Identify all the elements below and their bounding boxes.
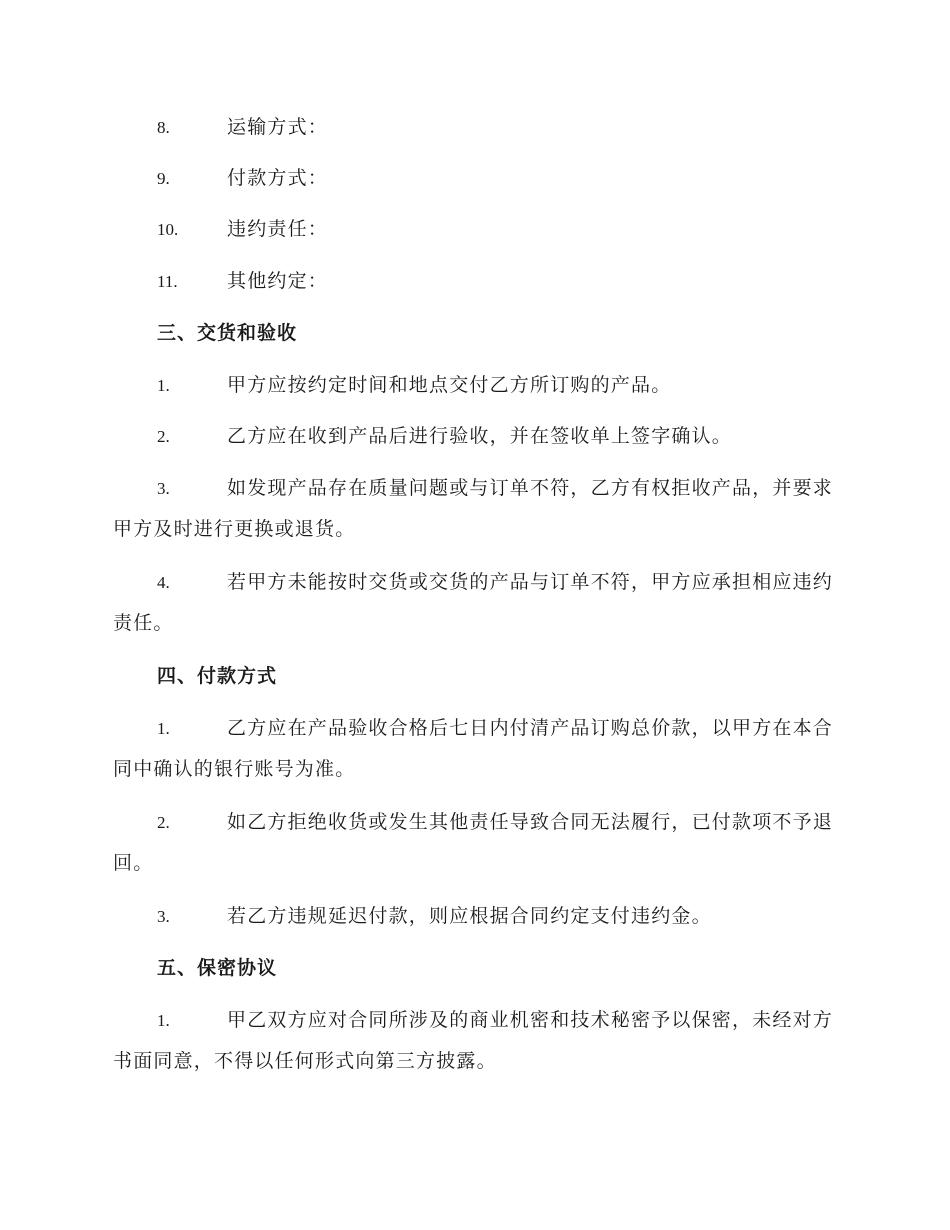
section-heading: 三、交货和验收 (157, 322, 298, 344)
list-item (113, 261, 833, 302)
section-heading: 五、保密协议 (157, 957, 278, 979)
list-item (113, 468, 833, 550)
item-number: 2. (157, 427, 170, 446)
item-number: 1. (157, 376, 170, 395)
item-text: 若乙方违规延迟付款，则应根据合同约定支付违约金。 (227, 905, 712, 927)
item-number: 11. (157, 272, 178, 291)
item-text: 运输方式： (227, 116, 329, 138)
item-number: 3. (157, 479, 170, 498)
item-text: 甲方应按约定时间和地点交付乙方所订购的产品。 (227, 374, 672, 396)
item-number: 10. (157, 220, 179, 239)
item-number: 2. (157, 813, 170, 832)
item-number: 4. (157, 573, 170, 592)
item-text: 乙方应在收到产品后进行验收，并在签收单上签字确认。 (227, 425, 733, 447)
list-item (113, 158, 833, 199)
list-item (113, 802, 833, 884)
list-item (113, 107, 833, 148)
list-item (113, 365, 833, 406)
item-text: 甲乙双方应对合同所涉及的商业机密和技术秘密予以保密，未经对方书面同意，不得以任何形式向第三方披露。 (113, 1009, 834, 1072)
list-item (113, 1000, 833, 1082)
item-text: 如乙方拒绝收货或发生其他责任导致合同无法履行，已付款项不予退回。 (113, 811, 834, 874)
list-item (113, 708, 833, 790)
item-number: 1. (157, 719, 170, 738)
list-item (113, 209, 833, 250)
item-text: 乙方应在产品验收合格后七日内付清产品订购总价款，以甲方在本合同中确认的银行账号为准。 (113, 717, 834, 780)
list-item (113, 562, 833, 644)
item-text: 如发现产品存在质量问题或与订单不符，乙方有权拒收产品，并要求甲方及时进行更换或退货。 (113, 477, 834, 540)
item-number: 8. (157, 118, 170, 137)
list-item (113, 416, 833, 457)
item-number: 9. (157, 169, 170, 188)
item-text: 若甲方未能按时交货或交货的产品与订单不符，甲方应承担相应违约责任。 (113, 571, 834, 634)
item-number: 1. (157, 1011, 170, 1030)
section-heading: 四、付款方式 (157, 665, 278, 687)
list-item (113, 896, 833, 937)
item-text: 付款方式： (227, 167, 329, 189)
item-text: 违约责任： (227, 218, 329, 240)
item-number: 3. (157, 907, 170, 926)
item-text: 其他约定： (227, 270, 329, 292)
